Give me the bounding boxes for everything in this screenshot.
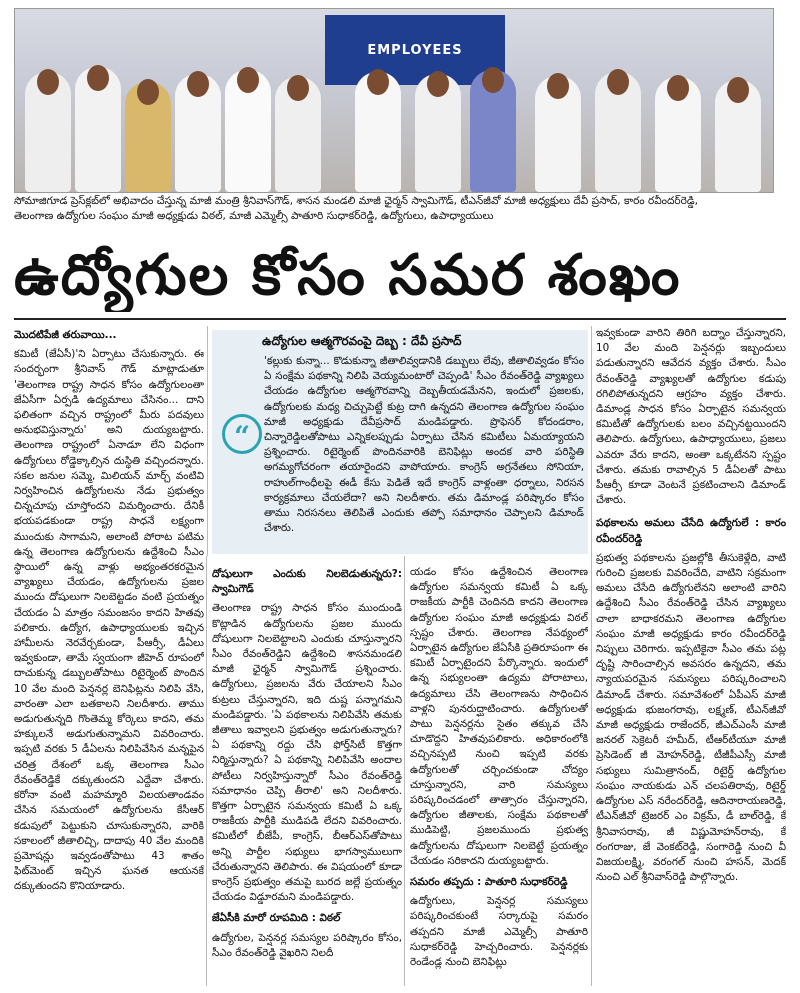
column-4-text: ఇవ్వకుండా వారిని తిరిగి బద్నాం చేస్తున్నారని, 10 వేల మంది పెన్షనర్లు ఇబ్బందులు పడుతున్నారని ఆవేదన వ్యక్తం చేశారు. సీఎం రేవంత్‌రెడ్డి వ్యాఖ్యలతో ఉద్యోగుల కడుపు రగిలిపోతున్నదని ఆగ్రహం వ్యక్తం చేశారు. డిమాండ్ల సాధన కోసం ఏర్పాటైన సమన్వయ కమిటీతో ఉద్యోగులకు బలం వచ్చినట్టయిందని తెలిపారు. ఉద్యోగులు, ఉపాధ్యాయులు, ప్రజలు ఎవరూ వేరు కాదని, అంతా ఒక్కటేనని స్పష్టం చేశారు. తమకు రావాల్సిన 5 డీఏలతో పాటు పీఆర్సీ కూడా వెంటనే ప్రకటించాలని డిమాండ్‌ చేశారు. bbox=[596, 327, 786, 507]
column-1-text: కమిటీ (జేఏసీ)'ని ఏర్పాటు చేసుకున్నారు. ఈ సందర్భంగా శ్రీనివాస్‌ గౌడ్‌ మాట్లాడుతూ 'తెలంగాణ రాష్ట్ర సాధన కోసం ఉద్యోగులంతా జేఏసీగా ఏర్పడి ఉద్యమాలు చేసినం... దాని ఫలితంగా వచ్చిన రాష్ట్రంలో మీరు పదవులు అనుభవిస్తున్నారు' అని దుయ్యబట్టారు. తెలంగాణ రాష్ట్రంలో ఏనాడూ లేని విధంగా ఉద్యోగులు రోడ్డెక్కాల్సిన దుస్థితి వచ్చిందన్నారు. సకల జనుల సమ్మె, మిలియన్‌ మార్చ్‌ వంటివి నిర్వహించిన ఉద్యోగులను నేడు ప్రభుత్వం చిన్నచూపు చూస్తోందని విమర్శించారు. దేనికీ భయపడకుండా రాష్ట్ర సాధనే లక్ష్యంగా ముందుకు సాగామని, అలాంటి పోరాట పటిమ ఉన్న తెలంగాణ ఉద్యోగులను ఉద్దేశించి సీఎం స్థాయిలో ఉన్న వాళ్లు అభ్యంతరకరమైన వ్యాఖ్యలు చేయడం, ఉద్యోగులను ప్రజల ముందు దోషులుగా నిలబెట్టడం వంటి ప్రయత్నం చేయడం ఏ మాత్రం సమంజసం కాదని హితవు పలికారు. ఉద్యోగ, ఉపాధ్యాయులకు ఇచ్చిన హామీలను నెరవేర్చకుండా, పీఆర్సీ, డీఏలు ఇవ్వకుండా, తామే స్వయంగా జీహెచ్‌ రూపంలో దాచుకున్న డబ్బులతోపాటు రిటైర్మెంట్‌ పొందిన 10 వేల మంది పెన్షనర్ల బెనిఫిట్లను నిలిపి వేసి, వారంతా ఎలా బతకాలని నిలదీశారు. తాము అడుగుతున్నది గొంతెమ్మ కోర్కెలు కాదని, తమ హక్కులనే అడుగుతున్నామని వివరించారు. ఇప్పటి వరకు 5 డీఏలను నిలిపివేసిన మన్నపైన చరిత్ర దేశంలో ఒక్క తెలంగాణ సీఎం రేవంత్‌రెడ్డికే దక్కుతుందని ఎద్దేవా చేశారు. కరోనా వంటి మహమ్మారి విలయతాండవం చేసిన సమయంలో ఉద్యోగులను కేసీఆర్‌ కడుపులో పెట్టుకుని చూసుకున్నారని, వారికి సకాలంలో జీతాలిచ్చి, దాదాపు 40 వేల మందికి ప్రమోషన్లు ఇవ్వడంతోపాటు 43 శాతం ఫిట్‌మెంట్‌ ఇచ్చిన ఘనత ఆయనకే దక్కుతుందని కొనియాడారు. bbox=[14, 348, 204, 893]
photo-head bbox=[367, 69, 389, 95]
box-title: ఉద్యోగుల ఆత్మగౌరవంపై దెబ్బ : దేవీ ప్రసాద్‌ bbox=[262, 334, 462, 348]
subheading: సమరం తప్పదు : పాతూరి సుధాకర్‌రెడ్డి bbox=[410, 876, 568, 889]
column-divider bbox=[404, 556, 405, 986]
photo-head bbox=[87, 65, 109, 91]
column-2-text-continued: ఉద్యోగుల, పెన్షనర్ల సమస్యల పరిష్కారం కోసం, సీఎం రేవంత్‌రెడ్డి వైఖరిని నిలదీ bbox=[212, 931, 402, 959]
photo-head bbox=[37, 69, 59, 95]
box-text: 'కల్లుకు కున్నా... కొడుకున్నా జీతాలివ్వడానికి డబ్బులు లేవు, జీతాలివ్వడం కోసం ఏ సంక్షేమ పథకాన్ని నిలిపి వెయ్యమంటారో చెప్పండి' సీఎం రేవంత్‌రెడ్డి వ్యాఖ్యలు చేయడం ఉద్యోగుల ఆత్మగౌరవాన్ని దెబ్బతీయడమేనని, ఇందులో ప్రజలకు, ఉద్యోగులకు మధ్య చిచ్చుపెట్టే కుట్ర దాగి ఉన్నదని తెలంగాణ ఉద్యోగుల సంఘం మాజీ అధ్యక్షుడు దేవీప్రసాద్‌ మండిపడ్డారు. ప్రొఫెసర్‌ కోదండరాం, చిన్నారెడ్డిలతోపాటు ఎన్నికలప్పుడు ఏర్పాటు చేసిన కమిటీలు ఏమయ్యాయని ప్రశ్నించారు. రిటైర్మెంట్‌ పొందినవారికి బెనిఫిట్లు అందక వారి పరిస్థితి అగమ్యగోచరంగా తయారైందని వాపోయారు. కాంగ్రెస్‌ అగ్రనేతలు సోనియా, రాహుల్‌గాంధీలపై ఈడీ కేసు పెడితే ఇదే కాంగ్రెస్‌ వాళ్లంతా ధర్నాలు, నిరసన కార్యక్రమాలు చేయలేదా? అని నిలదీశారు. తమ డిమాండ్ల పరిష్కారం కోసం తాము నిరసనలు తెలిపితే ఎందుకు తప్పో సమాధానం చెప్పాలని డిమాండ్‌ చేశారు. bbox=[264, 355, 584, 535]
column-4-text-continued: ప్రభుత్వ పథకాలను ప్రజల్లోకి తీసుకెళ్లేది, వాటి గురించి ప్రజలకు వివరించేది, వాటిని సక్రమంగా అమలు చేసేది ఉద్యోగులేనని అలాంటి వారిని ఉద్దేశించి సీఎం రేవంత్‌రెడ్డి చేసిన వ్యాఖ్యలు చాలా బాధాకరమని తెలంగాణ ఉద్యోగుల సంఘం మాజీ అధ్యక్షుడు కారం రవీందర్‌రెడ్డి నిప్పులు చెరిగారు. ఇప్పటికైనా సీఎం తమ పట్ల దృష్టి సారించాల్సిన అవసరం ఉన్నదని, తమ న్యాయపరమైన సమస్యలు పరిష్కరించాలని డిమాండ్‌ చేశారు. సమావేశంలో ఏపీఎస్‌ మాజీ అధ్యక్షుడు భుజంగరావు, లక్ష్మణ్‌, టీఎన్‌జీవో మాజీ అధ్యక్షుడు రాజేందర్‌, జీఎచ్‌ఎంసీ మాజీ జనరల్‌ సెక్రెటరీ హమీద్‌, టీఆర్‌టీయూ మాజీ ప్రెసిడెంట్‌ జీ మోహన్‌రెడ్డి, టీజీపీఎస్సీ మాజీ సభ్యులు సుమిత్రానంద్‌, రిటైర్డ్‌ ఉద్యోగుల సంఘం నాయకుడు ఎన్‌ చలపతిరావు, రిటైర్డ్‌ ఉద్యోగుల ఎస్‌ నరేందర్‌రెడ్డి, ఆదినారాయణరెడ్డి, టీఎన్‌జీవో ట్రెజరర్‌ ఎం విక్రమ్‌, డీ బాల్‌రెడ్డి, కే శ్రీనివాసరావు, జీ విష్ణుమోహన్‌రావు, కే రంగరాజు, జే వెంకట్‌రెడ్డి, సంగారెడ్డి నుంచి వీ విజయలక్ష్మి, వరంగల్‌ నుంచి హసన్‌, మెదక్‌ నుంచి ఎల్‌ శ్రీనివాస్‌రెడ్డి పాల్గొన్నారు. bbox=[596, 551, 786, 884]
photo-head bbox=[547, 73, 569, 99]
column-2 bbox=[212, 565, 402, 985]
photo-head bbox=[482, 67, 504, 93]
photo-head bbox=[427, 71, 449, 97]
photo-banner: EMPLOYEES bbox=[325, 15, 505, 85]
column-3-text: యడం కోసం ఉద్దేశించిన తెలంగాణ ఉద్యోగుల సమన్వయ కమిటీ ఏ ఒక్క రాజకీయ పార్టీకి చెందినది కాదని తెలంగాణ ఉద్యోగుల సంఘం మాజీ అధ్యక్షుడు విఠల్‌ స్పష్టం చేశారు. తెలంగాణ నేపథ్యంలో ఏర్పాటైన ఉద్యోగుల జేఏసీకి ప్రతిరూపంగా ఈ కమిటీ ఏర్పాటైందని పేర్కొన్నారు. ఇందులో ఉన్న సభ్యులంతా ఉద్యమ పోరాటాలు, ఉద్యమాలు చేసి తెలంగాణను సాధించిన వాళ్లని పునరుద్ఘాటించారు. ఉద్యోగులతో పాటు పెన్షనర్లను సైతం తక్కువ చేసి చూడొద్దని హితవుపలికారు. అధికారంలోకి వచ్చినప్పటి నుంచి ఇప్పటి వరకు ఉద్యోగులతో చర్చించకుండా చోద్యం చూస్తున్నారని, వారి సమస్యలు పరిష్కరించడంలో తాత్సారం చేస్తున్నారని, ఉద్యోగుల జీతాలకు, సంక్షేమ పథకాలతో ముడిపెట్టి, ప్రజలముందు ప్రభుత్వ ఉద్యోగులను దోషులుగా నిలబెట్టే ప్రయత్నం చేయడం సరికాదని దుయ్యబట్టారు. bbox=[410, 566, 588, 867]
caption-line-2: తెలంగాణ ఉద్యోగుల సంఘం మాజీ అధ్యక్షుడు విఠల్‌, మాజీ ఎమ్మెల్సీ పాతూరి సుధాకర్‌రెడ్డి, ఉద్యోగులు, ఉపాధ్యాయులు bbox=[14, 210, 494, 222]
photo-head bbox=[137, 79, 159, 105]
column-1 bbox=[14, 326, 204, 986]
quote-icon: “ bbox=[222, 414, 262, 454]
photo-head bbox=[287, 75, 309, 101]
headline-rule bbox=[14, 318, 786, 320]
caption-line-1: సోమాజిగూడ ప్రెస్‌క్లబ్‌లో అభివాదం చేస్తున్న మాజీ మంత్రి శ్రీనివాస్‌గౌడ్‌, శాసన మండలి మాజీ ఛైర్మన్‌ స్వామిగౌడ్‌, టీఎన్‌జీవో మాజీ అధ్యక్షులు దేవీ ప్రసాద్‌, కారం రవీందర్‌రెడ్డి, bbox=[14, 195, 698, 207]
headline: ఉద్యోగుల కోసం సమర శంఖం bbox=[14, 243, 682, 308]
photo-head bbox=[237, 67, 259, 93]
continuation-label: మొదటిపేజీ తరువాయి... bbox=[14, 329, 117, 341]
column-3 bbox=[410, 565, 588, 985]
column-divider bbox=[591, 326, 592, 986]
column-4 bbox=[596, 326, 786, 986]
news-photo bbox=[14, 8, 774, 193]
subheading: పథకాలను అమలు చేసేది ఉద్యోగులే : కారం రవీందర్‌రెడ్డి bbox=[596, 517, 786, 545]
column-3-text-continued: ఉద్యోగులు, పెన్షనర్ల సమస్యలు పరిష్కరించకుంటే సర్కారుపై సమరం తప్పదని మాజీ ఎమ్మెల్సీ పాతూరి సుధాకర్‌రెడ్డి హెచ్చరించారు. పెన్షనర్లకు రెండేండ్ల నుంచి బెనిఫిట్లు bbox=[410, 895, 588, 969]
photo-head bbox=[667, 75, 689, 101]
photo-head bbox=[607, 69, 629, 95]
column-divider bbox=[206, 556, 207, 986]
photo-head bbox=[187, 71, 209, 97]
subheading: జేఏసీకి మారో రూపమిది : విఠల్‌ bbox=[212, 912, 341, 925]
photo-caption bbox=[14, 194, 774, 224]
photo-head bbox=[727, 77, 749, 103]
column-2-text: తెలంగాణ రాష్ట్ర సాధన కోసం ముందుండి కొట్లాడిన ఉద్యోగులను ప్రజల ముందు దోషులుగా నిలబెట్టాలని ఎందుకు చూస్తున్నారని సీఎం రేవంత్‌రెడ్డిని ఉద్దేశించి శాసనమండలి మాజీ ఛైర్మన్‌ స్వామిగౌడ్‌ ప్రశ్నించారు. ఉద్యోగులు, ప్రజలను వేరు చేయాలని సీఎం కుట్రలు చేస్తున్నారని, ఇది దుష్ట పన్నాగమని మండిపడ్డారు. 'ఏ పథకాలను నిలిపివేసి తమకు జీతాలు ఇవ్వాలని ప్రభుత్వం అడుగుతున్నారు? ఏ పథకాన్ని రద్దు చేసి ఫోర్త్‌సిటీ కొత్తగా నిర్మిస్తున్నారు? ఏ పథకాన్ని నిలిపివేసి అందాల పోటీలు నిర్వహిస్తున్నారో సీఎం రేవంత్‌రెడ్డి సమాధానం చెప్పి తీరాలి' అని నిలదీశారు. కొత్తగా ఏర్పాటైన సమన్వయ కమిటీ ఏ ఒక్క రాజకీయ పార్టీకి ముడిపడి లేదని వివరించారు. కమిటీలో బీజేపీ, కాంగ్రెస్‌, బీఆర్‌ఎస్‌తోపాటు అన్ని పార్టీల సభ్యులు భాగస్వాములుగా చేరుతున్నారని తెలిపారు. ఈ విషయంలో కూడా కాంగ్రెస్‌ ప్రభుత్వం తమపై బురద జల్లే ప్రయత్నం చేయడం విడ్డూరమని మండిపడ్డారు. bbox=[212, 602, 402, 904]
column-divider bbox=[207, 326, 208, 556]
subheading: దోషులుగా ఎందుకు నిలబెడుతున్నరు?: స్వామిగౌడ్‌ bbox=[212, 568, 402, 596]
